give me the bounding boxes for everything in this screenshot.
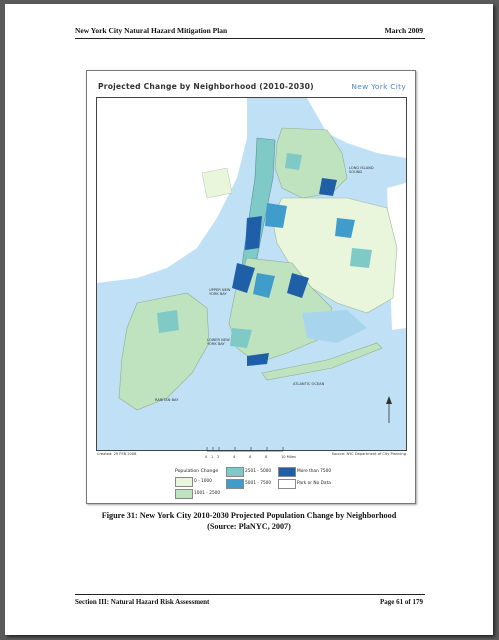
- figure-caption-line2: (Source: PlaNYC, 2007): [207, 522, 291, 531]
- scale-4: 4: [233, 455, 236, 459]
- footer-rule: [75, 594, 425, 595]
- hotspot-6: [319, 178, 337, 196]
- legend-label-4: More than 7500: [297, 469, 332, 474]
- legend-swatch-3: [226, 479, 244, 489]
- legend-label-1: 1001 - 2500: [194, 491, 221, 496]
- scale-10: 10 Miles: [281, 455, 296, 459]
- legend-swatch-1: [175, 489, 193, 499]
- north-arrow-head-icon: [386, 396, 392, 404]
- scale-bar: [205, 445, 285, 453]
- water-label-lower-bay: LOWER NEW YORK BAY: [207, 338, 230, 346]
- header-date: March 2009: [384, 26, 423, 35]
- hotspot-9: [157, 310, 179, 333]
- jamaica-bay: [302, 310, 367, 343]
- figure-caption-line1: Figure 31: New York City 2010-2030 Projected Population Change by Neighborhood: [101, 511, 397, 520]
- header-rule: [75, 38, 425, 39]
- map-title: Projected Change by Neighborhood (2010-2030): [98, 82, 314, 91]
- nyc-map: [97, 98, 406, 450]
- legend-swatch-4: [278, 467, 296, 477]
- legend-label-2: 2501 - 5000: [245, 469, 272, 474]
- legend-swatch-2: [226, 467, 244, 477]
- legend-swatch-5: [278, 479, 296, 489]
- scale-6: 6: [249, 455, 252, 459]
- created-date: Created: 29 FEB 2008: [97, 452, 137, 456]
- legend-label-3: 5001 - 7500: [245, 481, 272, 486]
- water-label-atlantic: ATLANTIC OCEAN: [293, 382, 325, 386]
- scale-2: 2: [217, 455, 220, 459]
- map-frame: [96, 97, 407, 451]
- staten-island: [119, 293, 209, 410]
- legend-label-5: Park or No Data: [297, 481, 331, 486]
- legend-title: Population Change: [175, 469, 219, 474]
- water-label-upper-bay: UPPER NEW YORK BAY: [209, 288, 231, 296]
- footer-page-number: Page 61 of 179: [380, 598, 423, 606]
- hotspot-11: [285, 153, 302, 170]
- footer-section: Section III: Natural Hazard Risk Assessment: [75, 598, 210, 606]
- legend-swatch-0: [175, 477, 193, 487]
- hotspot-12: [350, 248, 372, 268]
- header-title: New York City Natural Hazard Mitigation Plan: [75, 26, 228, 35]
- document-page: [5, 4, 493, 635]
- scale-0: 0: [205, 455, 208, 459]
- legend-label-0: 0 - 1000: [194, 479, 212, 484]
- water-label-raritan: RARITAN BAY: [155, 398, 179, 402]
- map-brand: New York City: [351, 82, 406, 91]
- nj-hudson: [202, 168, 232, 198]
- water-label-li-sound: LONG ISLAND SOUND: [349, 166, 374, 174]
- scale-1: 1: [211, 455, 214, 459]
- source-note: Source: NYC Department of City Planning: [331, 452, 406, 456]
- scale-8: 8: [265, 455, 268, 459]
- map-figure: [86, 70, 416, 504]
